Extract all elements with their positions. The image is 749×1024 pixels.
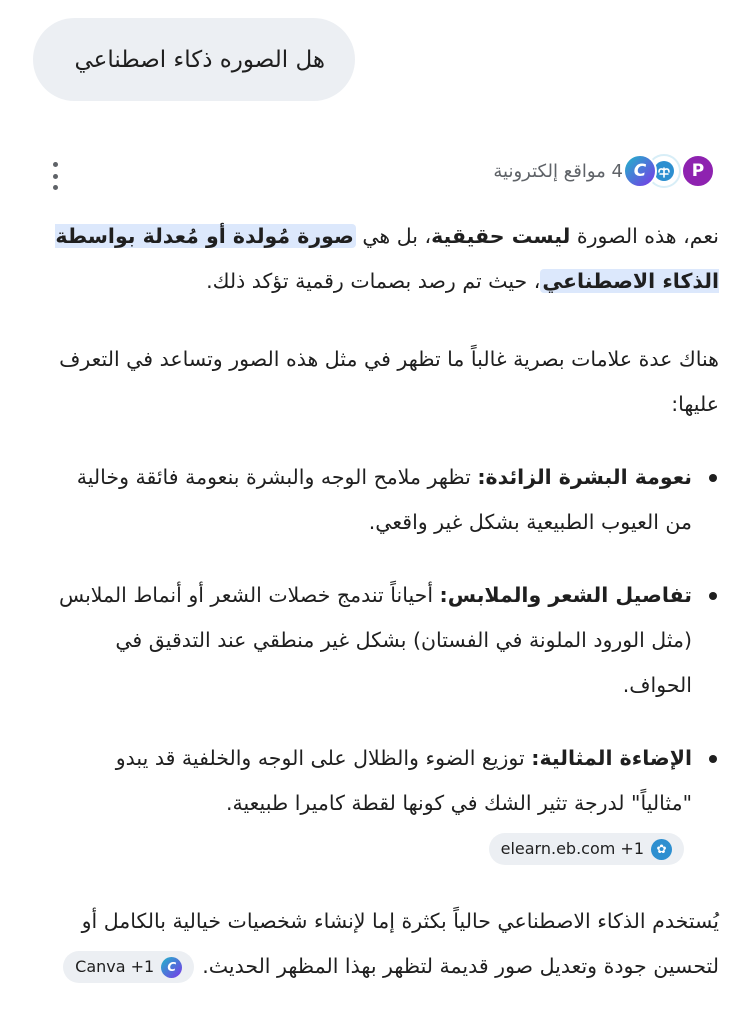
bold-not-real: ليست حقيقية — [431, 224, 571, 248]
list-item: تفاصيل الشعر والملابس: أحياناً تندمج خصلات الشعر أو أنماط الملابس (مثل الورود الملونة في الفستان) بشكل غير منطقي عند التدقيق في الحواف. — [50, 573, 719, 708]
ai-answer — [50, 214, 719, 989]
source-chip-canva[interactable]: C Canva +1 — [63, 951, 194, 983]
eb-icon: ✿ — [651, 839, 672, 860]
list-item: الإضاءة المثالية: توزيع الضوء والظلال على الوجه والخلفية قد يبدو "مثالياً" لدرجة تثير الشك في كونها لقطة كاميرا طبيعية. ✿ elearn.eb.com +1 — [50, 736, 719, 871]
answer-paragraph-3: يُستخدم الذكاء الاصطناعي حالياً بكثرة إما لإنشاء شخصيات خيالية بالكامل أو لتحسين جودة وتعديل صور قديمة لتظهر بهذا المظهر الحديث. C Canva +1 — [50, 899, 719, 989]
user-message-text: هل الصوره ذكاء اصطناعي — [74, 46, 325, 73]
signs-list — [50, 455, 719, 871]
sources-button[interactable] — [493, 154, 715, 188]
canva-icon: C — [161, 957, 182, 978]
more-options-icon[interactable] — [47, 162, 63, 190]
source-avatars — [633, 154, 715, 188]
source-canva-icon: C — [623, 154, 657, 188]
sources-count-label: 4 مواقع إلكترونية — [493, 160, 623, 182]
answer-paragraph-1: نعم، هذه الصورة ليست حقيقية، بل هي صورة مُولدة أو مُعدلة بواسطة الذكاء الاصطناعي، حيث تم رصد بصمات رقمية تؤكد ذلك. — [55, 224, 719, 293]
list-item: نعومة البشرة الزائدة: تظهر ملامح الوجه والبشرة بنعومة فائقة وخالية من العيوب الطبيعية بشكل غير واقعي. — [50, 455, 719, 545]
source-chip-elearn[interactable]: ✿ elearn.eb.com +1 — [489, 833, 684, 865]
highlighted-claim[interactable]: صورة مُولدة أو مُعدلة بواسطة الذكاء الاصطناعي — [55, 224, 719, 293]
source-p-icon: P — [681, 154, 715, 188]
answer-paragraph-2: هناك عدة علامات بصرية غالباً ما تظهر في مثل هذه الصور وتساعد في التعرف عليها: — [59, 347, 719, 416]
user-message-bubble — [33, 18, 355, 101]
